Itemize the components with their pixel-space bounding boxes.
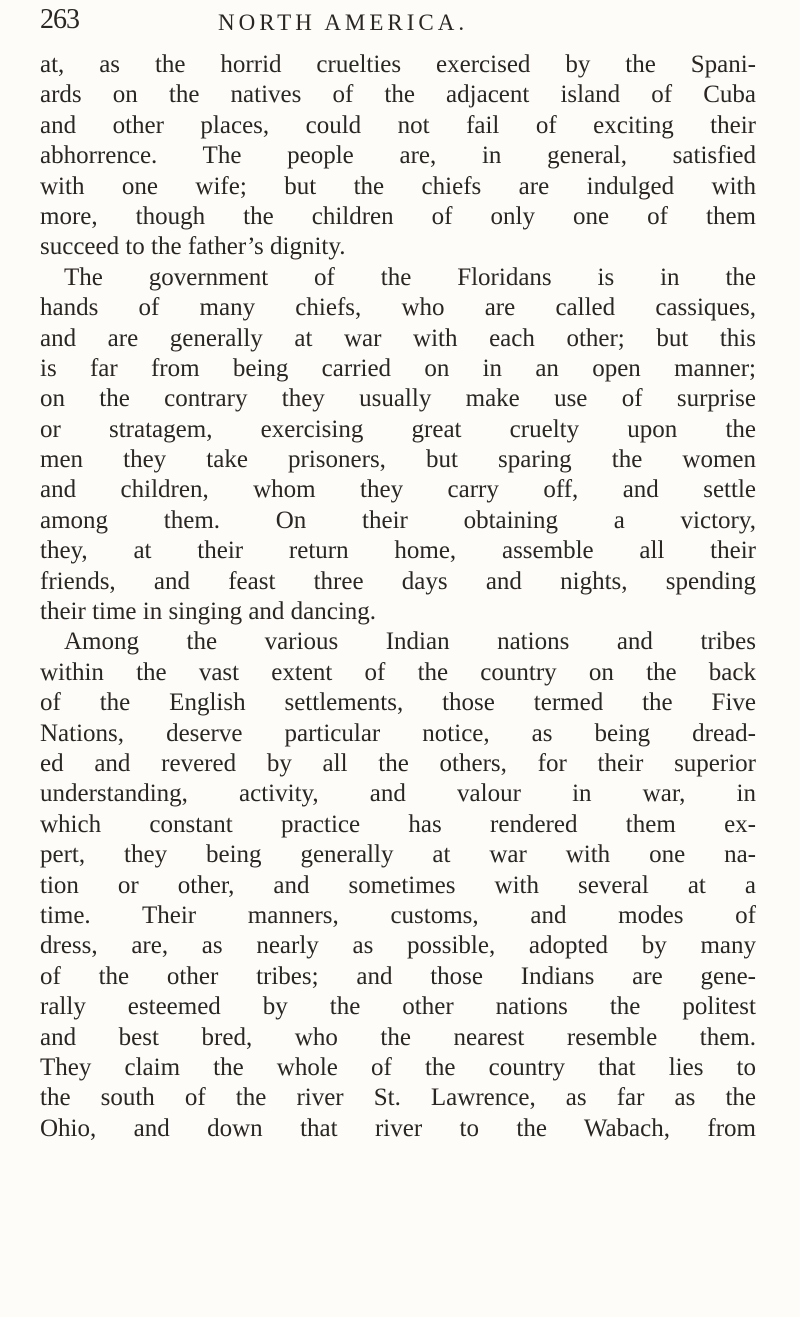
text-line: Nations, deserve particular notice, as being dread- bbox=[40, 719, 756, 747]
text-line: pert, they being generally at war with one na- bbox=[40, 841, 756, 869]
text-line: ards on the natives of the adjacent island of Cuba bbox=[40, 81, 756, 109]
text-line: or stratagem, exercising great cruelty upon the bbox=[40, 415, 756, 443]
text-line: and are generally at war with each other; but this bbox=[40, 324, 756, 352]
text-line: and best bred, who the nearest resemble them. bbox=[40, 1023, 756, 1051]
text-line: The government of the Floridans is in the bbox=[64, 263, 756, 291]
text-line: Ohio, and down that river to the Wabach, from bbox=[40, 1114, 756, 1142]
text-line: is far from being carried on in an open manner; bbox=[40, 354, 756, 382]
text-line: their time in singing and dancing. bbox=[40, 598, 377, 626]
text-line: dress, are, as nearly as possible, adopted by many bbox=[40, 932, 756, 960]
text-line: understanding, activity, and valour in war, in bbox=[40, 780, 756, 808]
text-line: Among the various Indian nations and tribes bbox=[64, 628, 756, 656]
text-line: at, as the horrid cruelties exercised by the Spani- bbox=[40, 51, 756, 78]
text-line: abhorrence. The people are, in general, satisfied bbox=[40, 142, 756, 170]
running-head: NORTH AMERICA. bbox=[218, 10, 469, 35]
text-line: they, at their return home, assemble all their bbox=[40, 537, 756, 565]
text-line: within the vast extent of the country on the back bbox=[40, 658, 756, 686]
text-line: on the contrary they usually make use of surprise bbox=[40, 385, 756, 413]
text-line: succeed to the father’s dignity. bbox=[40, 233, 346, 261]
text-line: with one wife; but the chiefs are indulged with bbox=[40, 172, 756, 200]
text-line: and children, whom they carry off, and settle bbox=[40, 476, 756, 504]
text-line: among them. On their obtaining a victory, bbox=[40, 506, 756, 534]
text-line: ed and revered by all the others, for their superior bbox=[40, 749, 756, 777]
text-line: the south of the river St. Lawrence, as far as the bbox=[40, 1084, 756, 1112]
text-line: time. Their manners, customs, and modes of bbox=[40, 901, 756, 929]
body-text bbox=[40, 50, 756, 1144]
page-number: 263 bbox=[40, 4, 79, 35]
text-line: friends, and feast three days and nights, spending bbox=[40, 567, 756, 595]
text-line: which constant practice has rendered them ex- bbox=[40, 810, 756, 838]
text-line: rally esteemed by the other nations the politest bbox=[40, 993, 756, 1021]
text-line: tion or other, and sometimes with several at a bbox=[40, 871, 756, 899]
text-line: hands of many chiefs, who are called cassiques, bbox=[40, 294, 756, 322]
page-header bbox=[40, 4, 760, 44]
text-line: and other places, could not fail of exciting their bbox=[40, 111, 756, 139]
text-line: men they take prisoners, but sparing the women bbox=[40, 446, 756, 474]
text-line: more, though the children of only one of them bbox=[40, 202, 756, 230]
text-line: of the English settlements, those termed the Five bbox=[40, 689, 756, 717]
text-line: They claim the whole of the country that lies to bbox=[40, 1053, 756, 1081]
text-line: of the other tribes; and those Indians are gene- bbox=[40, 962, 756, 990]
